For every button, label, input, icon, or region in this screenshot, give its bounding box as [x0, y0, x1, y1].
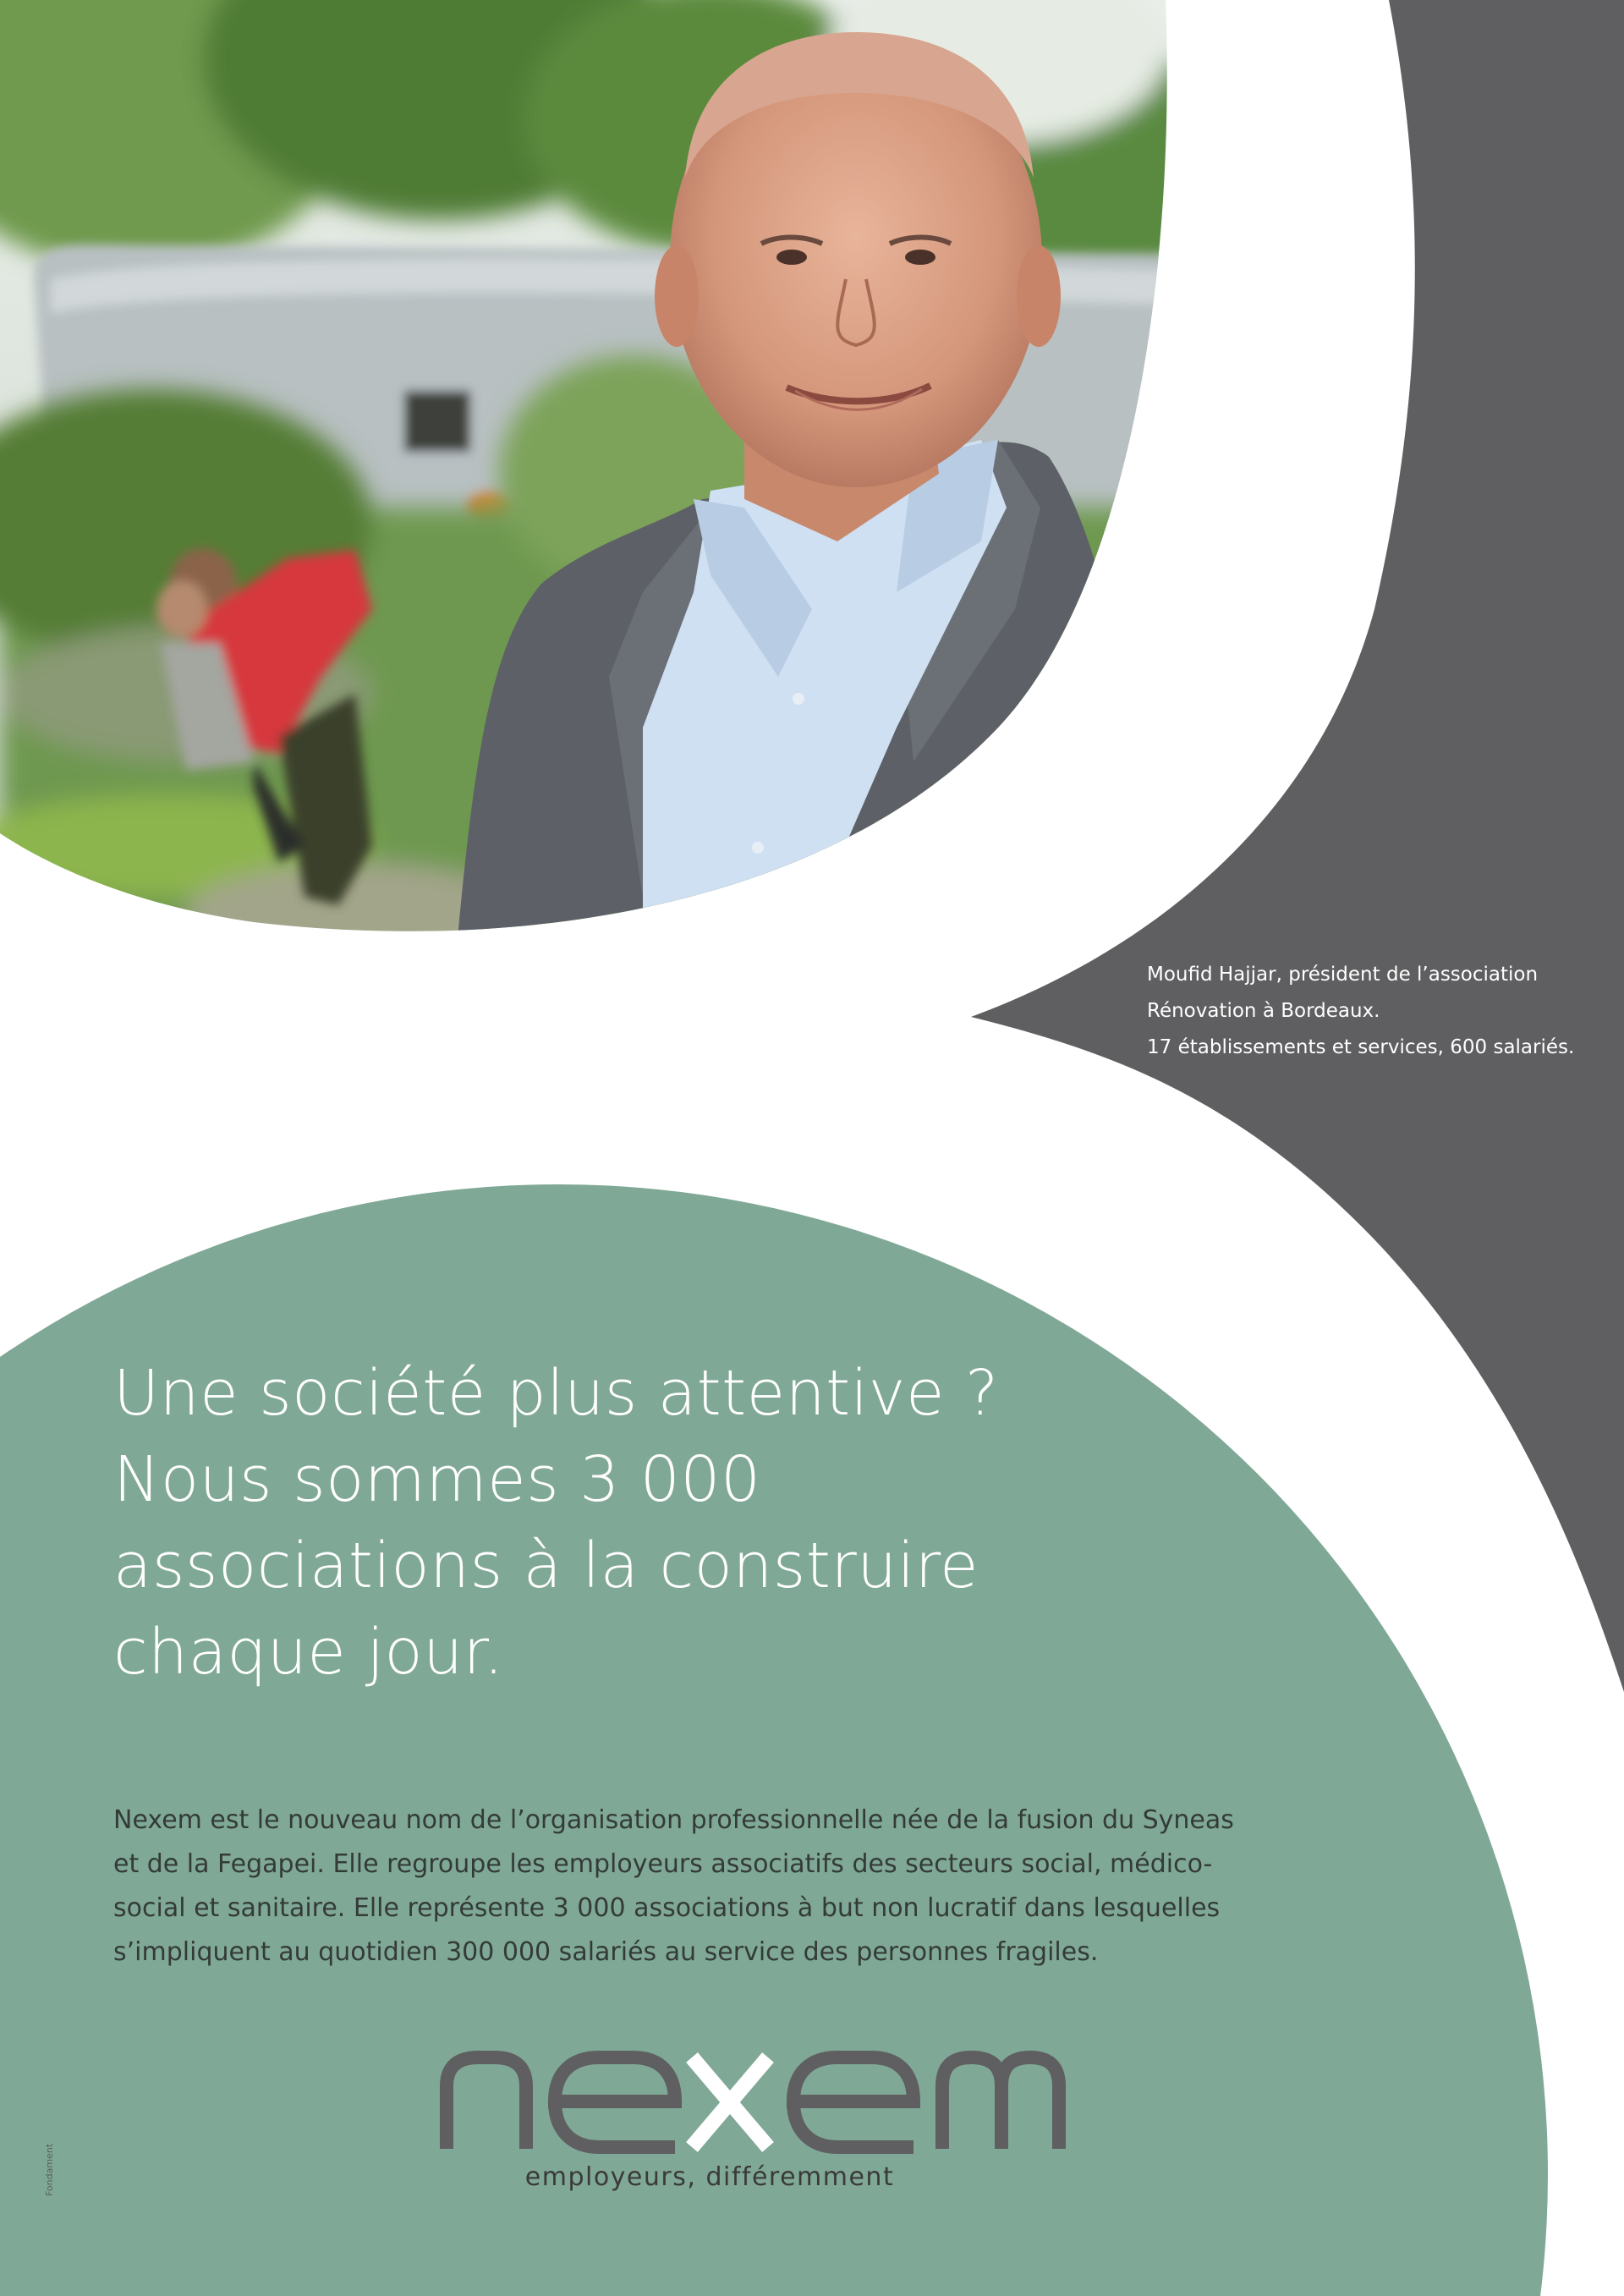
headline-line: Une société plus attentive ?: [113, 1357, 999, 1430]
body-line: social et sanitaire. Elle représente 3 000 associations à but non lucratif dans lesquelles: [113, 1893, 1221, 1923]
credit-text: Fondament: [44, 2143, 55, 2196]
headline-line: chaque jour.: [113, 1616, 504, 1689]
logo-tagline: employeurs, différemment: [524, 2162, 895, 2192]
headline-line: associations à la construire: [113, 1530, 979, 1602]
caption-line: Moufid Hajjar, président de l’association: [1147, 964, 1539, 986]
headline: [113, 1350, 1086, 1695]
body-line: et de la Fegapei. Elle regroupe les employeurs associatifs des secteurs social, médico-: [113, 1849, 1213, 1879]
photo-caption: [1147, 957, 1604, 1066]
caption-line: 17 établissements et services, 600 salariés.: [1147, 1036, 1575, 1058]
body-line: s’impliquent au quotidien 300 000 salariés au service des personnes fragiles.: [113, 1937, 1099, 1967]
headline-line: Nous sommes 3 000: [113, 1443, 761, 1516]
caption-line: Rénovation à Bordeaux.: [1147, 1000, 1380, 1022]
portrait-photo: [0, 0, 1286, 964]
body-text: [113, 1799, 1281, 1975]
body-line: Nexem est le nouveau nom de l’organisation professionnelle née de la fusion du Syneas: [113, 1805, 1234, 1835]
